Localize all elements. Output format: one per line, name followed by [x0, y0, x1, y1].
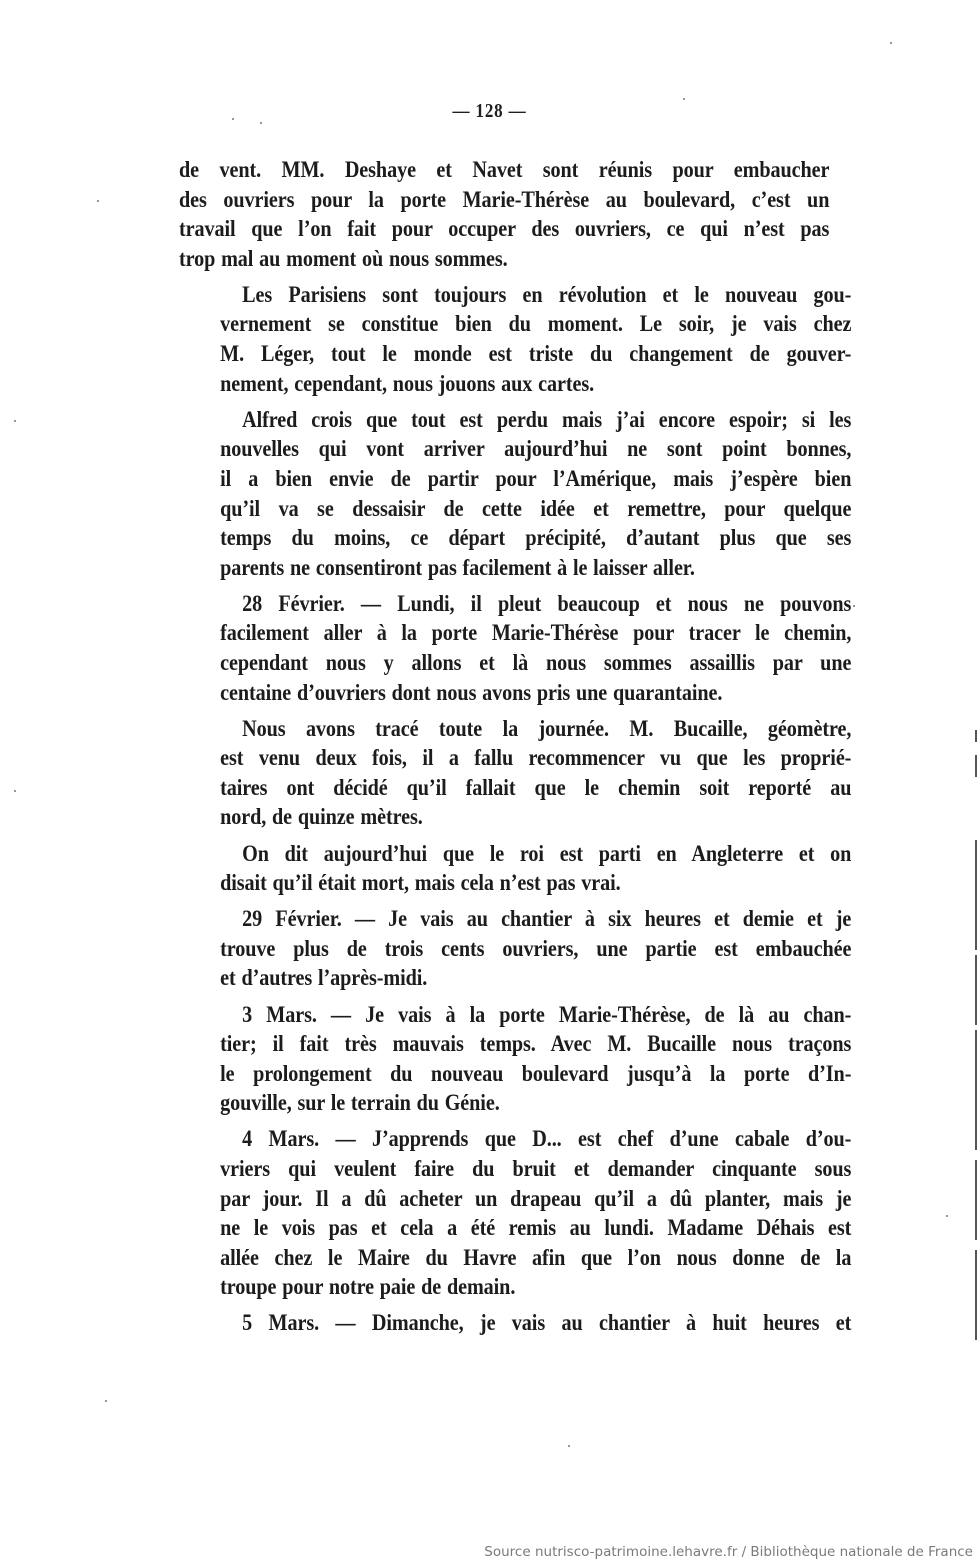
page-number: — 128 — [452, 100, 527, 122]
text-line: temps du moins, ce départ précipité, d’autant plus que ses [220, 525, 852, 552]
text-line: le prolongement du nouveau boulevard jusqu’à la porte d’In- [220, 1060, 852, 1087]
text-line: 28 Février. — Lundi, il pleut beaucoup et nous ne pouvons [242, 590, 852, 617]
text-line: 4 Mars. — J’apprends que D... est chef d’une cabale d’ou- [242, 1126, 852, 1153]
text-line: tier; il fait très mauvais temps. Avec M. Bucaille nous traçons [220, 1031, 852, 1058]
text-line: Alfred crois que tout est perdu mais j’ai encore espoir; si les [242, 406, 852, 433]
text-line: nord, de quinze mètres. [220, 804, 423, 831]
text-line: disait qu’il était mort, mais cela n’est pas vrai. [220, 870, 621, 897]
text-line: Les Parisiens sont toujours en révolution et le nouveau gou- [242, 281, 852, 308]
scan-speck [105, 1400, 107, 1402]
text-line: et d’autres l’après-midi. [220, 965, 428, 992]
text-line: qu’il va se dessaisir de cette idée et remettre, pour quelque [220, 495, 852, 522]
text-line: M. Léger, tout le monde est triste du changement de gouver- [220, 341, 852, 368]
text-line: vernement se constitue bien du moment. Le soir, je vais chez [220, 311, 852, 338]
scan-speck [890, 42, 892, 44]
text-line: allée chez le Maire du Havre afin que l’on nous donne de la [220, 1244, 852, 1271]
scan-edge-artifact [975, 1250, 977, 1340]
text-line: nouvelles qui vont arriver aujourd’hui ne sont point bonnes, [220, 436, 852, 463]
source-attribution: Source nutrisco-patrimoine.lehavre.fr / Bibliothèque nationale de France [484, 1544, 973, 1560]
scan-speck [14, 790, 16, 792]
text-line: il a bien envie de partir pour l’Amérique, mais j’espère bien [220, 465, 852, 492]
scan-edge-artifact [975, 1160, 977, 1240]
text-line: par jour. Il a dû acheter un drapeau qu’il a dû planter, mais je [220, 1185, 852, 1212]
scan-edge-artifact [975, 1030, 977, 1150]
paragraph-dated-entry [179, 590, 852, 708]
text-line: trop mal au moment où nous sommes. [179, 245, 508, 272]
scan-edge-artifact [975, 840, 977, 910]
paragraph-dated-entry [179, 1001, 852, 1119]
scan-speck [853, 605, 855, 607]
text-line: cependant nous y allons et là nous sommes assaillis par une [220, 650, 852, 676]
text-line: gouville, sur le terrain du Génie. [220, 1090, 500, 1117]
scan-speck [14, 420, 16, 422]
scan-edge-artifact [975, 955, 977, 1025]
text-line: nement, cependant, nous jouons aux cartes. [220, 370, 595, 397]
scan-speck [97, 200, 99, 202]
text-line: est venu deux fois, il a fallu recommencer vu que les proprié- [220, 745, 852, 772]
scan-speck [683, 98, 685, 100]
paragraph [179, 840, 852, 899]
paragraph-dated-entry [179, 1309, 852, 1339]
text-line: 5 Mars. — Dimanche, je vais au chantier à huit heures et [242, 1310, 852, 1337]
text-line: facilement aller à la porte Marie-Thérèse pour tracer le chemin, [220, 620, 852, 647]
body-text [179, 156, 852, 1346]
scan-edge-artifact [975, 730, 977, 742]
text-line: de vent. MM. Deshaye et Navet sont réunis pour embaucher [179, 157, 830, 183]
scan-edge-artifact [975, 910, 977, 950]
paragraph [179, 406, 852, 584]
paragraph-dated-entry [179, 1125, 852, 1303]
scan-speck [568, 1445, 570, 1447]
scan-edge-artifact [975, 755, 977, 777]
paragraph [179, 715, 852, 833]
text-line: parents ne consentiront pas facilement à le laisser aller. [220, 554, 695, 581]
text-line: centaine d’ouvriers dont nous avons pris une quarantaine. [220, 679, 723, 706]
text-line: taires ont décidé qu’il fallait que le chemin soit reporté au [220, 774, 852, 801]
paragraph [179, 156, 829, 274]
text-line: ne le vois pas et cela a été remis au lundi. Madame Déhais est [220, 1215, 852, 1242]
text-line: Nous avons tracé toute la journée. M. Bucaille, géomètre, [242, 715, 852, 742]
text-line: troupe pour notre paie de demain. [220, 1274, 516, 1301]
text-line: trouve plus de trois cents ouvriers, une partie est embauchée [220, 935, 852, 962]
paragraph-dated-entry [179, 905, 852, 994]
scan-speck [232, 118, 234, 120]
text-line: vriers qui veulent faire du bruit et demander cinquante sous [220, 1156, 852, 1182]
text-line: 3 Mars. — Je vais à la porte Marie-Thérèse, de là au chan- [242, 1001, 852, 1028]
text-line: On dit aujourd’hui que le roi est parti en Angleterre et on [242, 840, 852, 867]
text-line: 29 Février. — Je vais au chantier à six heures et demie et je [242, 906, 852, 933]
scan-speck [260, 122, 262, 124]
paragraph [179, 281, 852, 399]
text-line: travail que l’on fait pour occuper des ouvriers, ce qui n’est pas [179, 216, 830, 243]
text-line: des ouvriers pour la porte Marie-Thérèse au boulevard, c’est un [179, 186, 830, 213]
scan-speck [946, 1215, 948, 1217]
